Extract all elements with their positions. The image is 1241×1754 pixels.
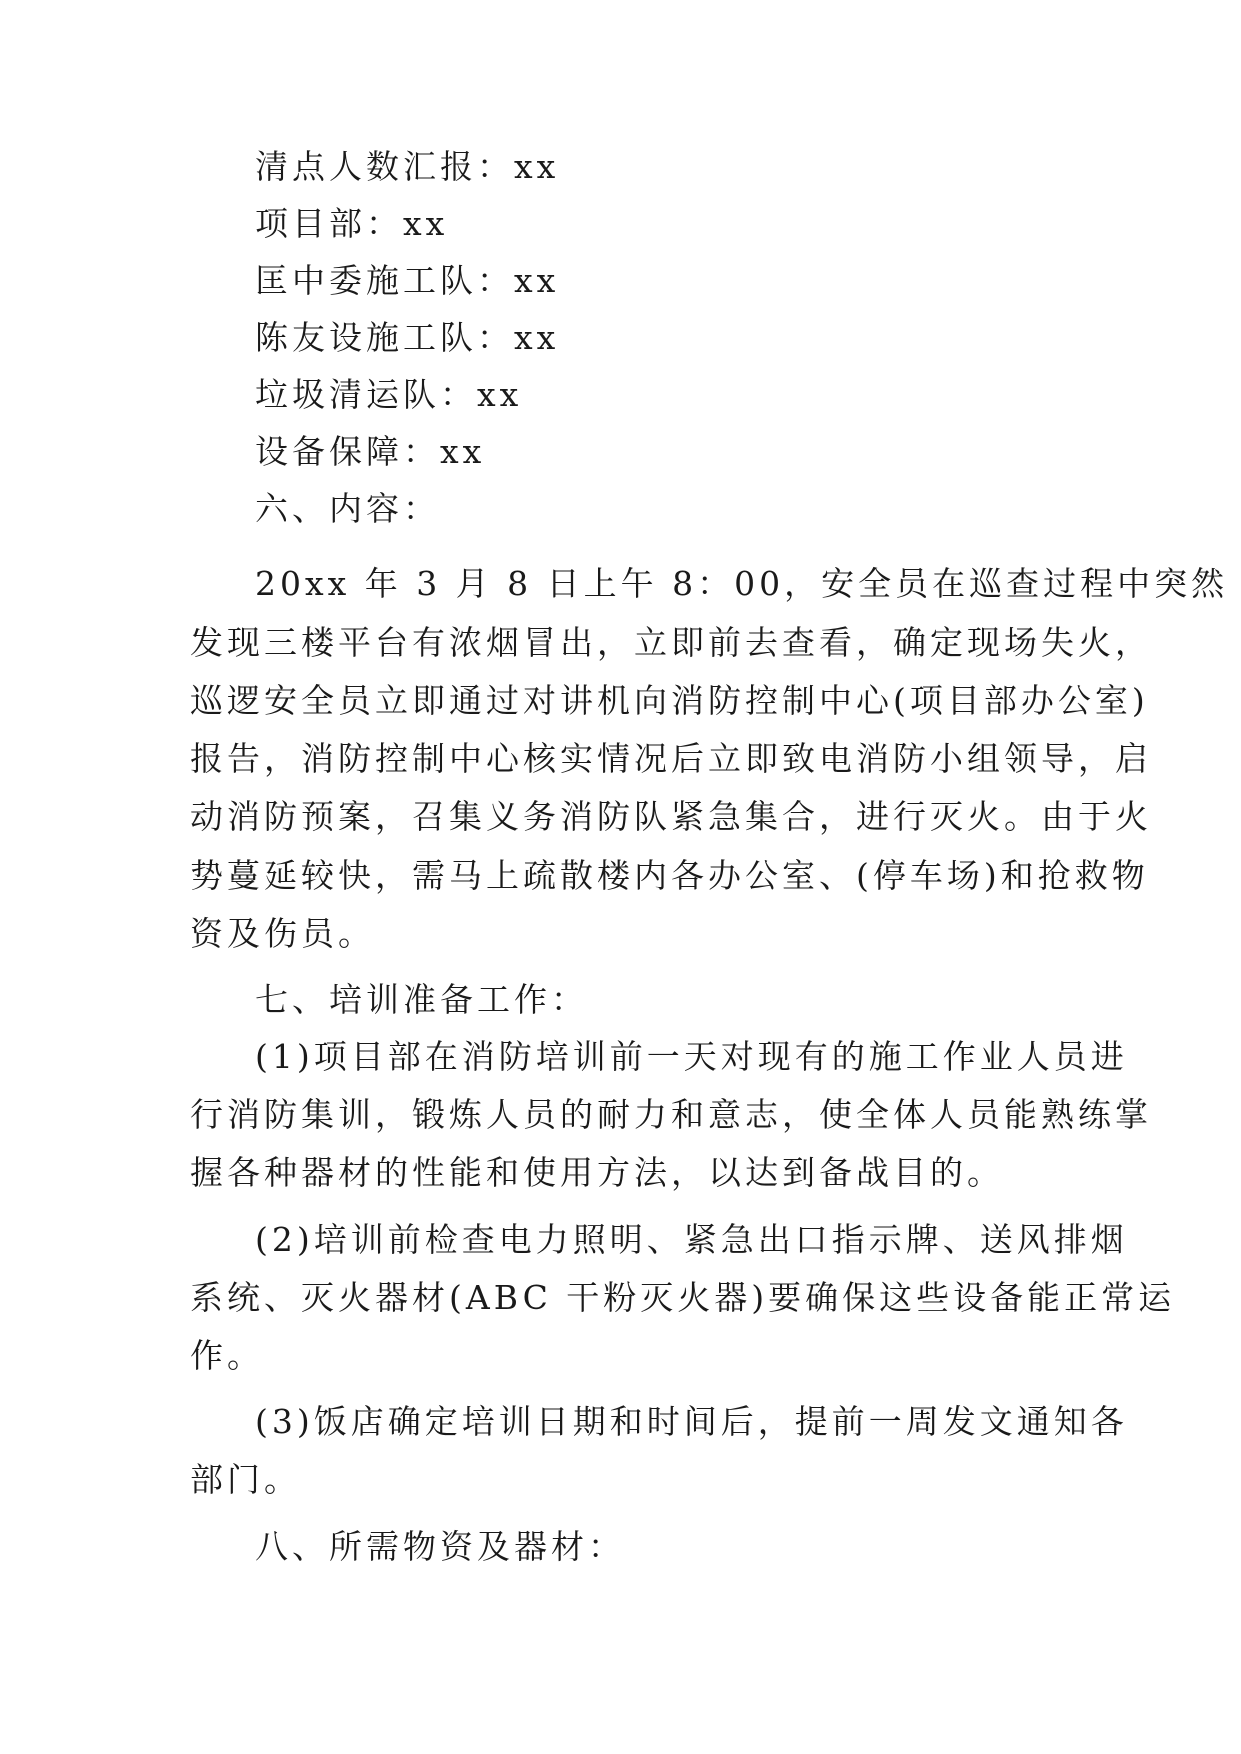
list-item-line: (1)项目部在消防培训前一天对现有的施工作业人员进 [255, 1037, 1128, 1076]
section-heading: 八、所需物资及器材： [255, 1527, 625, 1566]
roster-line: 匡中委施工队：xx [255, 261, 560, 300]
list-item-line: (3)饭店确定培训日期和时间后，提前一周发文通知各 [255, 1402, 1128, 1441]
list-item-line: 握各种器材的性能和使用方法，以达到备战目的。 [190, 1153, 1004, 1192]
list-item-line: 系统、灭火器材(ABC 干粉灭火器)要确保这些设备能正常运 [190, 1278, 1176, 1317]
paragraph-line: 20xx 年 3 月 8 日上午 8：00，安全员在巡查过程中突然 [255, 564, 1229, 603]
list-item-line: 部门。 [190, 1460, 301, 1499]
paragraph-line: 巡逻安全员立即通过对讲机向消防控制中心(项目部办公室) [190, 681, 1149, 720]
roster-line: 项目部：xx [255, 204, 449, 243]
section-heading: 七、培训准备工作： [255, 980, 588, 1019]
roster-line: 设备保障：xx [255, 432, 486, 471]
list-item-line: (2)培训前检查电力照明、紧急出口指示牌、送风排烟 [255, 1220, 1128, 1259]
list-item-line: 行消防集训，锻炼人员的耐力和意志，使全体人员能熟练掌 [190, 1095, 1152, 1134]
paragraph-line: 发现三楼平台有浓烟冒出，立即前去查看，确定现场失火， [190, 623, 1152, 662]
list-item-line: 作。 [190, 1336, 264, 1375]
roster-line: 清点人数汇报：xx [255, 147, 560, 186]
paragraph-line: 动消防预案，召集义务消防队紧急集合，进行灭火。由于火 [190, 797, 1152, 836]
paragraph-line: 报告，消防控制中心核实情况后立即致电消防小组领导，启 [190, 739, 1152, 778]
section-heading: 六、内容： [255, 489, 440, 528]
roster-line: 陈友设施工队：xx [255, 318, 560, 357]
roster-line: 垃圾清运队：xx [255, 375, 523, 414]
paragraph-line: 资及伤员。 [190, 914, 375, 953]
paragraph-line: 势蔓延较快，需马上疏散楼内各办公室、(停车场)和抢救物 [190, 856, 1149, 895]
